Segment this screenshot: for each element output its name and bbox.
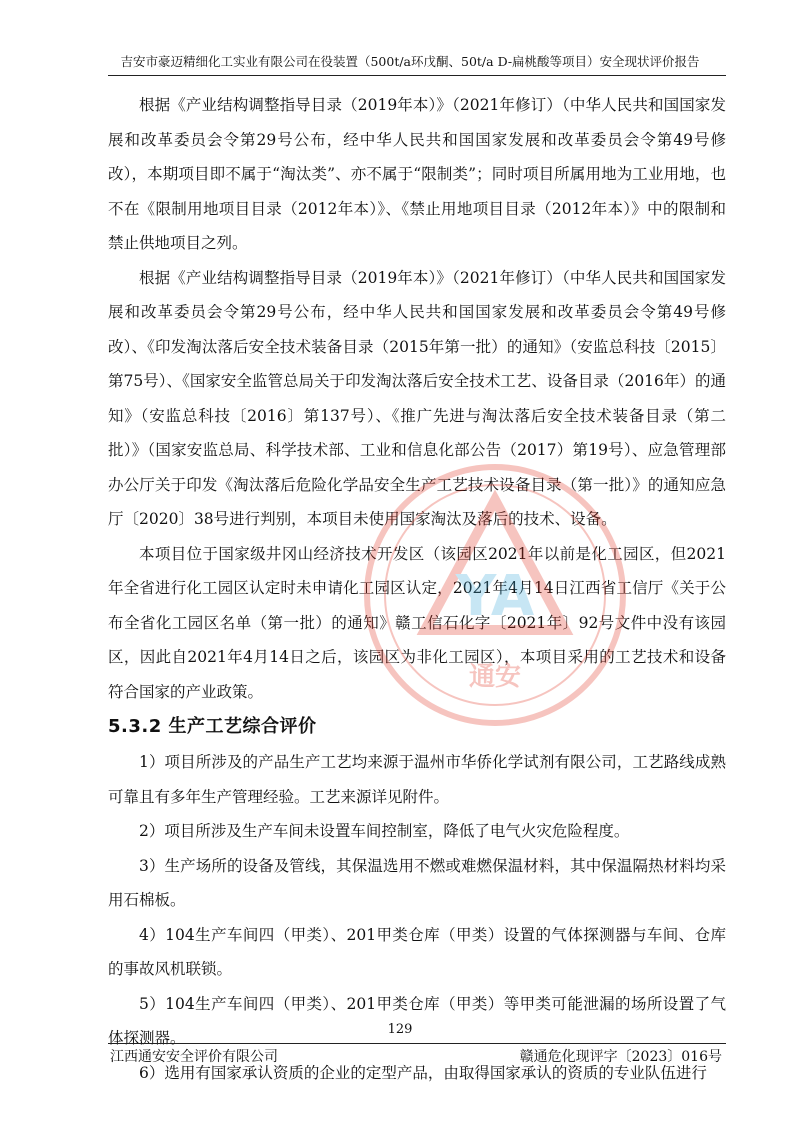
body-paragraph: 本项目位于国家级井冈山经济技术开发区（该园区2021年以前是化工园区，但2021年全省进行化工园区认定时未申请化工园区认定，2021年4月14日江西省工信厅《关于公布全省化工园区名单（第一批）的通知》赣工信石化字〔2021年〕92号文件中没有该园区，因此自2021年4月14日之后，该园区为非化工园区），本项目采用的工艺技术和设备符合国家的产业政策。: [108, 544, 726, 701]
list-item: 3）生产场所的设备及管线，其保温选用不燃或难燃保温材料，其中保温隔热材料均采用石棉板。: [108, 856, 726, 909]
list-item: 4）104生产车间四（甲类）、201甲类仓库（甲类）设置的气体探测器与车间、仓库的事故风机联锁。: [108, 925, 726, 978]
body-paragraph: 根据《产业结构调整指导目录（2019年本）》（2021年修订）（中华人民共和国国家发展和改革委员会令第29号公布，经中华人民共和国国家发展和改革委员会令第49号修改），本期项目即不属于“淘汰类”、亦不属于“限制类”；同时项目所属用地为工业用地，也不在《限制用地项目目录（2012年本）》、《禁止用地项目目录（2012年本）》中的限制和禁止供地项目之列。: [108, 96, 726, 252]
body-paragraph: 根据《产业结构调整指导目录（2019年本）》（2021年修订）（中华人民共和国国家发展和改革委员会令第29号公布，经中华人民共和国国家发展和改革委员会令第49号修改）、《印发淘汰落后安全技术装备目录（2015年第一批）的通知》（安监总科技〔2015〕第75号）、《国家安全监管总局关于印发淘汰落后安全技术工艺、设备目录（2016年）的通知》（安监总科技〔2016〕第137号）、《推广先进与淘汰落后安全技术装备目录（第二批）》（国家安监总局、科学技术部、工业和信息化部公告（2017）第19号）、应急管理部办公厅关于印发《淘汰落后危险化学品安全生产工艺技术设备目录（第一批）》的通知应急厅〔2020〕38号进行判别，本项目未使用国家淘汰及落后的技术、设备。: [108, 268, 726, 528]
footer-company: 江西通安安全评价有限公司: [110, 1049, 278, 1065]
list-item: 6）选用有国家承认资质的企业的定型产品，由取得国家承认的资质的专业队伍进行: [139, 1063, 707, 1082]
list-item: 5）104生产车间四（甲类）、201甲类仓库（甲类）等甲类可能泄漏的场所设置了气体探测器。: [108, 994, 726, 1047]
footer-report-number: 赣通危化现评字〔2023〕016号: [519, 1049, 722, 1065]
svg-text:通安: 通安: [468, 662, 522, 692]
list-item: 1）项目所涉及的产品生产工艺均来源于温州市华侨化学试剂有限公司，工艺路线成熟可靠且有多年生产管理经验。工艺来源详见附件。: [108, 753, 726, 806]
header-divider: [108, 75, 726, 76]
footer-divider: [108, 1043, 726, 1044]
svg-text:YA: YA: [455, 564, 535, 629]
section-heading: 5.3.2 生产工艺综合评价: [108, 716, 317, 737]
list-item: 2）项目所涉及生产车间未设置车间控制室，降低了电气火灾危险程度。: [139, 822, 630, 840]
page-number: 129: [387, 1022, 413, 1037]
page-content: [108, 88, 726, 1090]
running-header: 吉安市豪迈精细化工实业有限公司在役装置（500t/a环戊酮、50t/a D-扁桃酸等项目）安全现状评价报告: [120, 54, 700, 69]
